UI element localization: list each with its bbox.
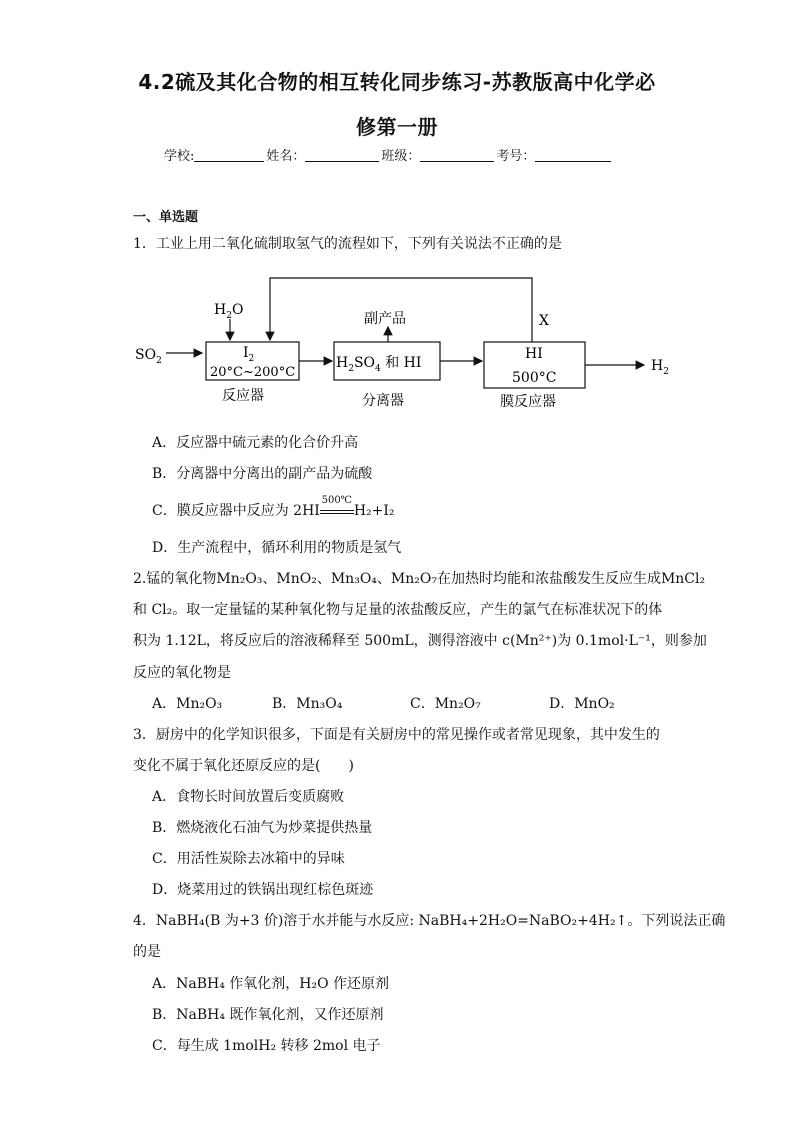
so2-label: $SO_2$	[135, 347, 162, 366]
question-3-line-2: 变化不属于氧化还原反应的是( )	[133, 758, 354, 774]
q1-option-a[interactable]: A．反应器中硫元素的化合价升高	[152, 435, 359, 451]
process-flow-diagram	[130, 275, 680, 415]
q1-option-c-prefix: C．膜反应器中反应为 2HI	[152, 503, 320, 519]
byproduct-label: 副产品	[364, 311, 406, 327]
separator-content: $H_2SO_4$ 和 HI	[336, 355, 422, 374]
membrane-reactor-label: 膜反应器	[500, 394, 556, 410]
section-heading: 一、单选题	[133, 210, 199, 225]
membrane-hi: HI	[525, 346, 543, 362]
membrane-temperature: 500°C	[512, 370, 557, 386]
reaction-condition	[320, 495, 354, 517]
q2-option-b[interactable]: B．Mn₃O₄	[272, 696, 343, 712]
document-title-line-1: 4.2硫及其化合物的相互转化同步练习-苏教版高中化学必	[138, 70, 656, 94]
exam-number-label: 考号：	[496, 149, 536, 164]
class-blank[interactable]	[420, 148, 494, 162]
student-info-row	[164, 145, 613, 164]
q1-option-d[interactable]: D．生产流程中，循环利用的物质是氢气	[152, 540, 402, 556]
q4-option-a[interactable]: A．NaBH₄ 作氧化剂，H₂O 作还原剂	[152, 976, 390, 992]
q1-option-c-products: H₂+I₂	[353, 503, 395, 519]
document-title-line-2: 修第一册	[356, 115, 438, 139]
q2-option-d[interactable]: D．MnO₂	[549, 696, 615, 712]
question-4-line-1: 4．NaBH₄(B 为+3 价)溶于水并能与水反应: NaBH₄+2H₂O=NaBO₂+4H₂↑。下列说法正确	[133, 913, 726, 929]
school-blank[interactable]	[194, 148, 264, 162]
q2-option-a[interactable]: A．Mn₂O₃	[152, 696, 223, 712]
question-4-line-2: 的是	[133, 944, 161, 960]
name-label: 姓名：	[266, 149, 306, 164]
recycle-x-label: X	[539, 313, 549, 329]
q4-option-b[interactable]: B．NaBH₄ 既作氧化剂，又作还原剂	[152, 1007, 384, 1023]
question-2-line-4: 反应的氧化物是	[133, 665, 231, 681]
school-label: 学校:	[164, 149, 195, 164]
q1-option-c[interactable]	[152, 495, 395, 520]
reactor-label: 反应器	[222, 388, 264, 404]
q4-option-c[interactable]: C．每生成 1molH₂ 转移 2mol 电子	[152, 1038, 381, 1054]
q3-option-a[interactable]: A．食物长时间放置后变质腐败	[152, 789, 345, 805]
separator-label: 分离器	[362, 393, 404, 409]
question-2-line-1: 2.锰的氧化物Mn₂O₃、MnO₂、Mn₃O₄、Mn₂O₇在加热时均能和浓盐酸发生反应生成MnCl₂	[133, 571, 706, 587]
reaction-condition-text: 500℃	[321, 495, 352, 506]
question-2-line-2: 和 Cl₂。取一定量锰的某种氧化物与足量的浓盐酸反应，产生的氯气在标准状况下的体	[133, 602, 663, 618]
name-blank[interactable]	[305, 148, 379, 162]
reactor-temperature: 20°C~200°C	[210, 365, 296, 380]
h2o-label: $H_2O$	[214, 302, 244, 321]
question-2-line-3: 积为 1.12L，将反应后的溶液稀释至 500mL，测得溶液中 c(Mn²⁺)为 0.1mol·L⁻¹，则参加	[133, 633, 707, 649]
recycle-line	[270, 278, 532, 342]
q1-option-b[interactable]: B．分离器中分离出的副产品为硫酸	[152, 466, 373, 482]
question-3-line-1: 3．厨房中的化学知识很多，下面是有关厨房中的常见操作或者常见现象，其中发生的	[133, 727, 660, 743]
q3-option-c[interactable]: C．用活性炭除去冰箱中的异味	[152, 851, 345, 867]
question-1-stem: 1．工业上用二氧化硫制取氢气的流程如下，下列有关说法不正确的是	[133, 236, 562, 252]
q3-option-d[interactable]: D．烧菜用过的铁锅出现红棕色斑迹	[152, 882, 374, 898]
q2-option-c[interactable]: C．Mn₂O₇	[410, 696, 481, 712]
q3-option-b[interactable]: B．燃烧液化石油气为炒菜提供热量	[152, 820, 373, 836]
h2-label: $H_2$	[651, 358, 669, 377]
exam-number-blank[interactable]	[535, 148, 611, 162]
reactor-i2: $I_2$	[243, 345, 255, 364]
class-label: 班级：	[381, 149, 421, 164]
